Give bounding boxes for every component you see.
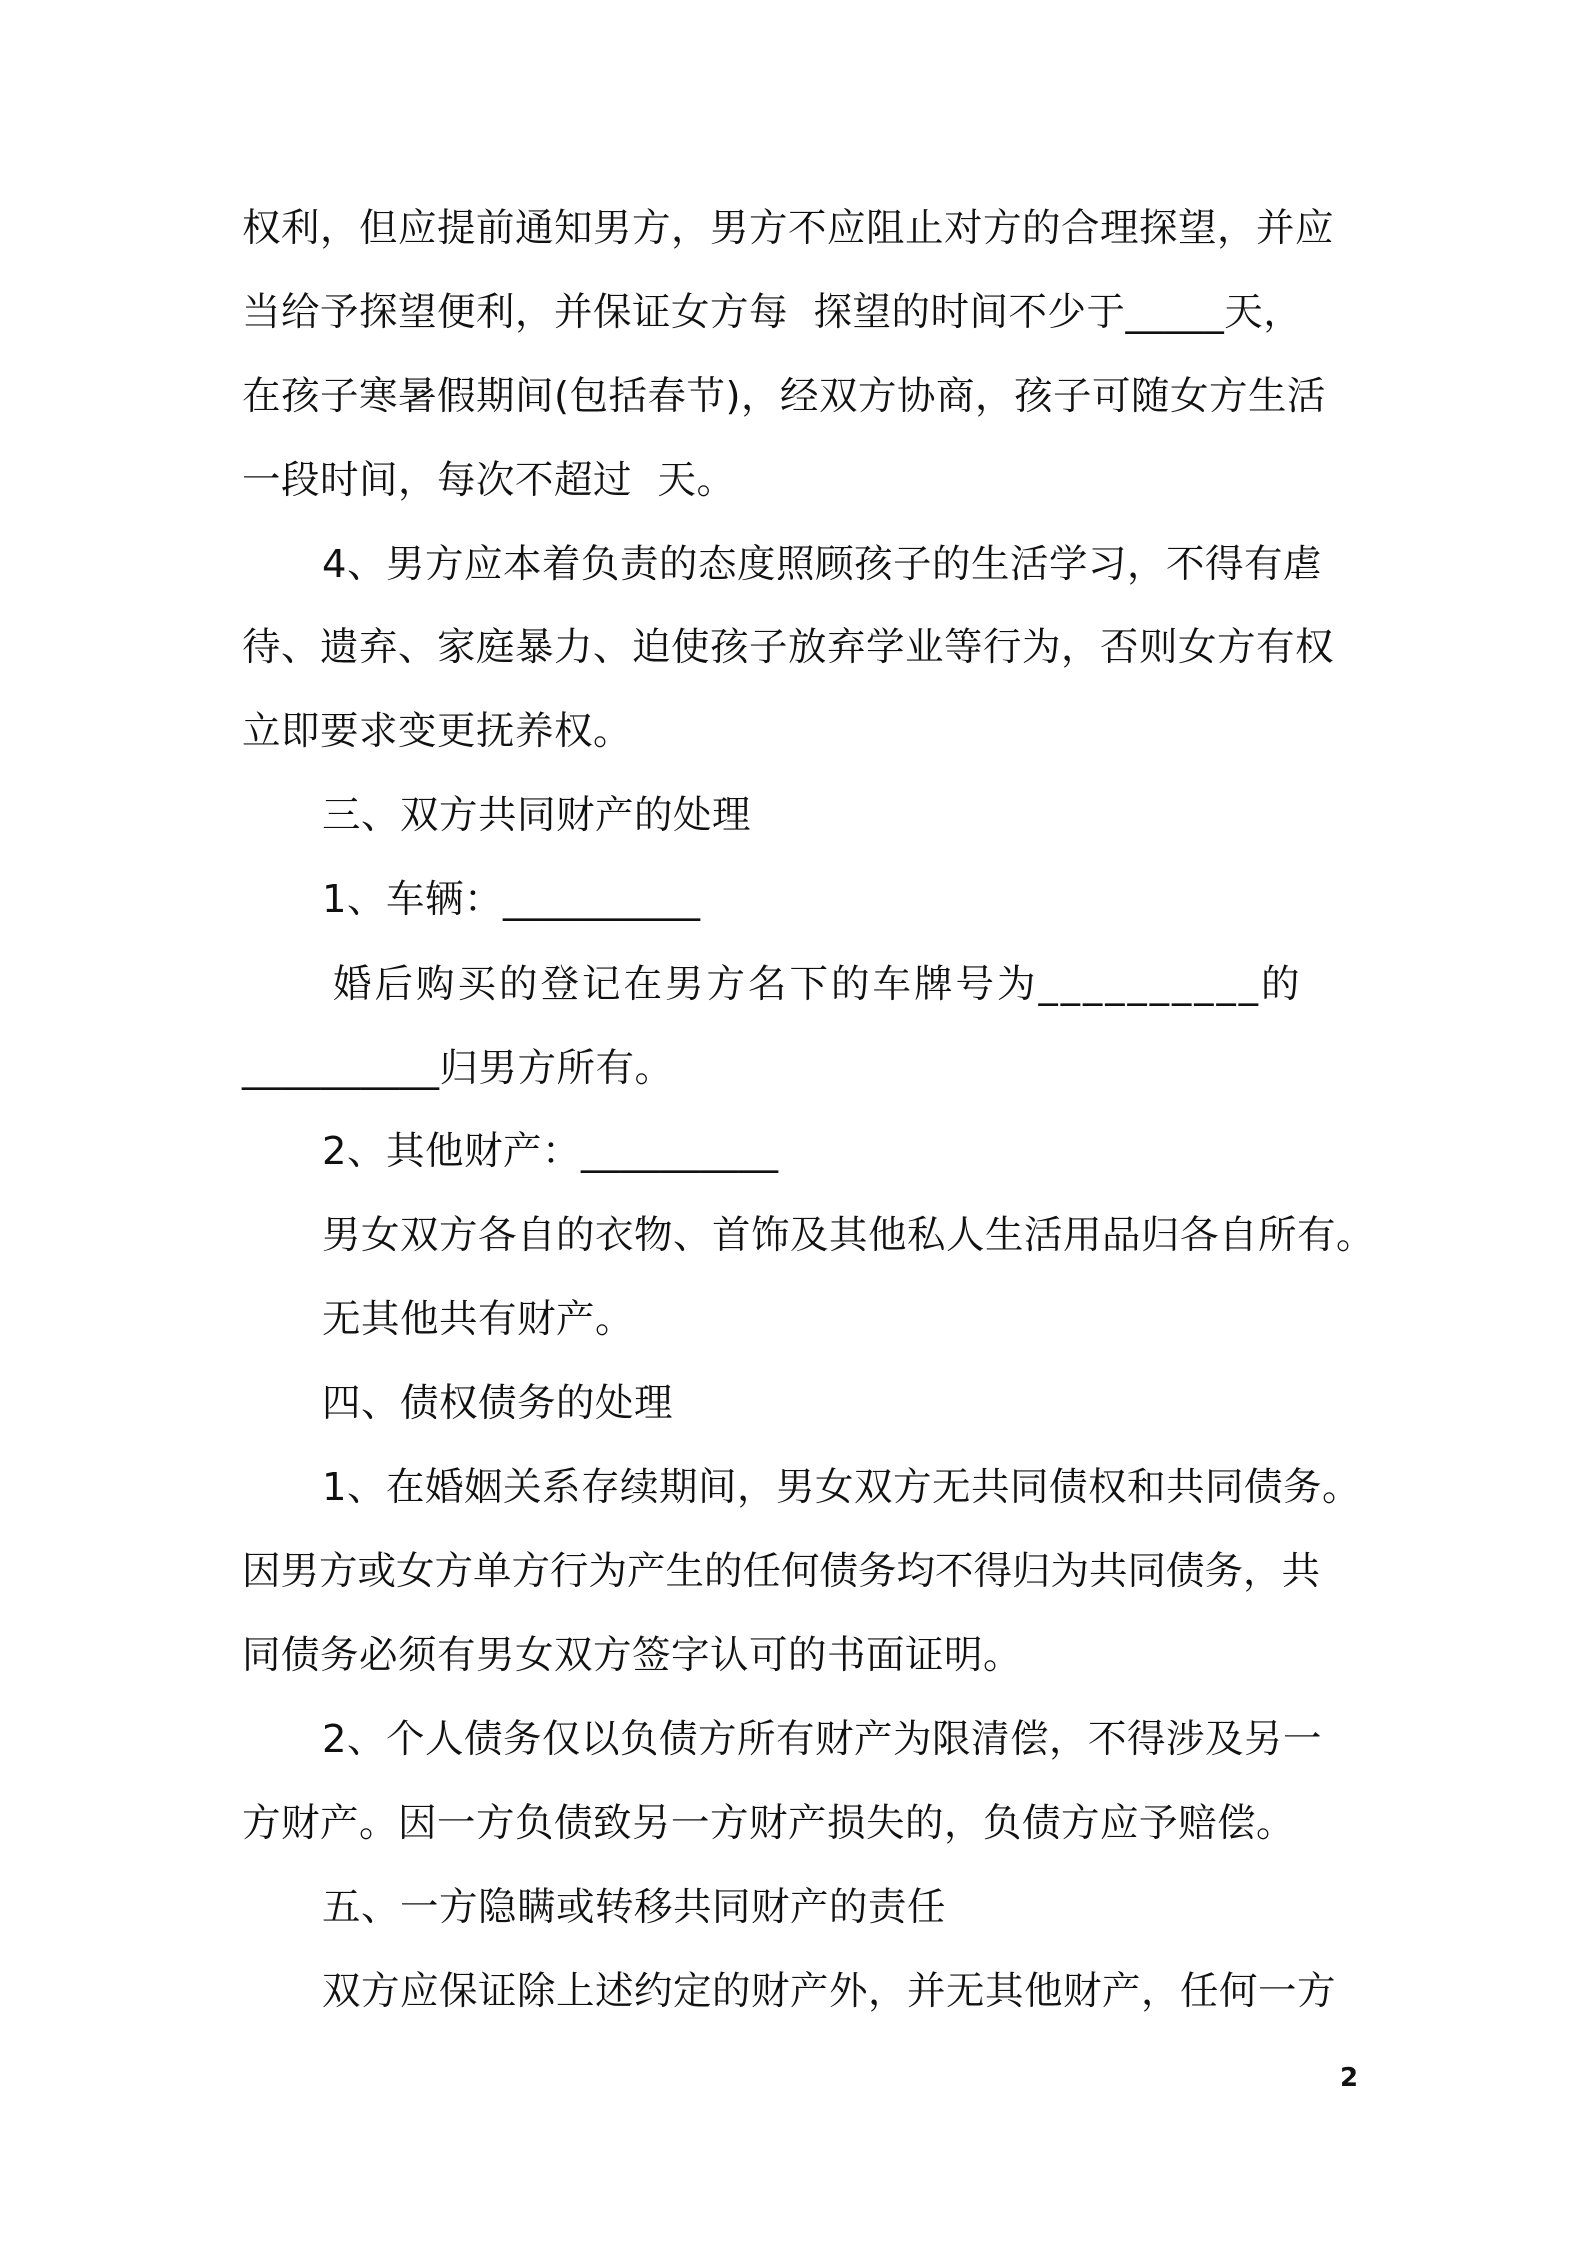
text-line: 1、在婚姻关系存续期间，男女双方无共同债权和共同债务。 (322, 1465, 1361, 1510)
text-line: 男女双方各自的衣物、首饰及其他私人生活用品归各自所有。 (322, 1213, 1376, 1258)
text-line: 4、男方应本着负责的态度照顾孩子的生活学习，不得有虐 (322, 542, 1322, 587)
text-line: 方财产。因一方负债致另一方财产损失的，负债方应予赔偿。 (242, 1801, 1296, 1846)
text-line: 一段时间，每次不超过 天。 (242, 458, 736, 503)
text-line: 1、车辆：__________ (322, 877, 701, 922)
text-line: 同债务必须有男女双方签字认可的书面证明。 (242, 1633, 1023, 1678)
text-line: 待、遗弃、家庭暴力、迫使孩子放弃学业等行为，否则女方有权 (242, 625, 1335, 670)
text-line: 因男方或女方单方行为产生的任何债务均不得归为共同债务，共 (242, 1549, 1321, 1594)
section-heading: 三、双方共同财产的处理 (322, 793, 752, 838)
section-heading: 四、债权债务的处理 (322, 1381, 674, 1426)
text-line: __________归男方所有。 (242, 1046, 674, 1091)
text-line: 双方应保证除上述约定的财产外，并无其他财产，任何一方 (322, 1969, 1337, 2014)
text-line: 2、个人债务仅以负债方所有财产为限清偿，不得涉及另一 (322, 1717, 1322, 1762)
page-number: 2 (1340, 2063, 1359, 2093)
text-line: 权利，但应提前通知男方，男方不应阻止对方的合理探望，并应 (242, 206, 1335, 251)
text-line: 当给予探望便利，并保证女方每 探望的时间不少于_____天， (242, 290, 1303, 335)
text-line: 在孩子寒暑假期间(包括春节)，经双方协商，孩子可随女方生活 (242, 374, 1327, 419)
text-line: 无其他共有财产。 (322, 1297, 635, 1342)
text-line: 立即要求变更抚养权。 (242, 709, 633, 754)
text-line: 2、其他财产：__________ (322, 1129, 779, 1174)
text-line: 婚后购买的登记在男方名下的车牌号为__________的 (333, 962, 1303, 1007)
section-heading: 五、一方隐瞒或转移共同财产的责任 (322, 1885, 947, 1930)
